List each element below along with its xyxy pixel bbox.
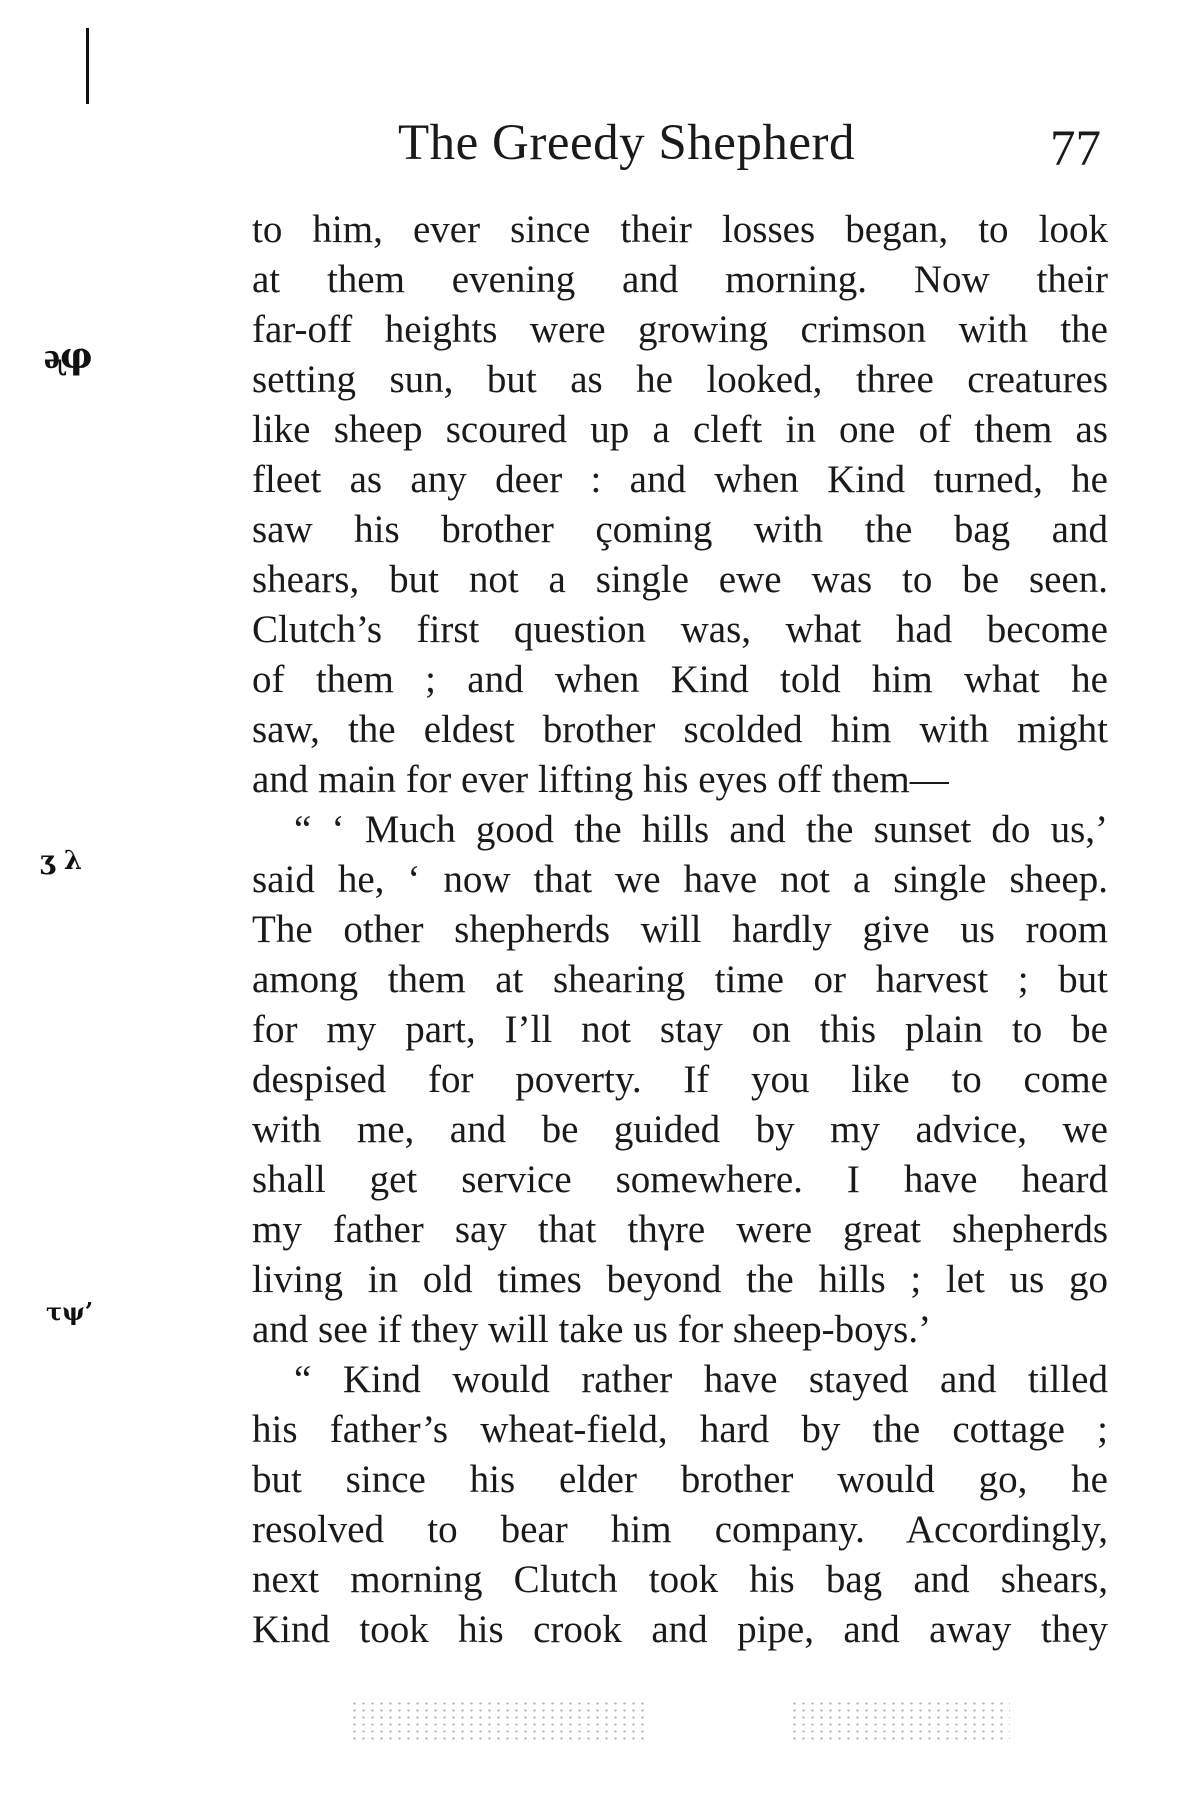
text-line: of them ; and when Kind told him what he (252, 658, 1108, 701)
text-line: at them evening and morning. Now their (252, 258, 1108, 301)
text-line: among them at shearing time or harvest ; but (252, 958, 1108, 1001)
text-line: his father’s wheat-field, hard by the cottage ; (252, 1408, 1108, 1451)
margin-mark: ʒ λ (40, 846, 83, 876)
text-line: but since his elder brother would go, he (252, 1458, 1108, 1501)
text-line: shears, but not a single ewe was to be seen. (252, 558, 1108, 601)
text-line: to him, ever since their losses began, to look (252, 208, 1108, 251)
text-line: setting sun, but as he looked, three creatures (252, 358, 1108, 401)
scan-artifact (350, 1700, 650, 1740)
scan-artifact (790, 1700, 1010, 1740)
body-text (252, 205, 1108, 1655)
text-line: and main for ever lifting his eyes off them— (252, 758, 949, 801)
running-title: The Greedy Shepherd (398, 115, 855, 171)
text-line: living in old times beyond the hills ; let us go (252, 1258, 1108, 1301)
page-number: 77 (1050, 121, 1101, 177)
margin-mark: ᶕφ (44, 335, 93, 377)
text-line: “ ‘ Much good the hills and the sunset do us,’ (294, 808, 1108, 851)
text-line: resolved to bear him company. Accordingly, (252, 1508, 1108, 1551)
text-line: saw his brother çoming with the bag and (252, 508, 1108, 551)
text-line: and see if they will take us for sheep-boys.’ (252, 1308, 932, 1351)
text-line: Kind took his crook and pipe, and away they (252, 1608, 1108, 1651)
text-line: The other shepherds will hardly give us room (252, 908, 1108, 951)
text-line: despised for poverty. If you like to come (252, 1058, 1108, 1101)
text-line: like sheep scoured up a cleft in one of them as (252, 408, 1108, 451)
text-line: shall get service somewhere. I have heard (252, 1158, 1108, 1201)
text-line: far-off heights were growing crimson with the (252, 308, 1108, 351)
text-line: Clutch’s first question was, what had become (252, 608, 1108, 651)
text-line: for my part, I’ll not stay on this plain to be (252, 1008, 1108, 1051)
text-line: fleet as any deer : and when Kind turned, he (252, 458, 1108, 501)
text-line: next morning Clutch took his bag and shears, (252, 1558, 1108, 1601)
margin-mark: τψ’ (46, 1297, 94, 1326)
text-line: saw, the eldest brother scolded him with might (252, 708, 1108, 751)
gutter-rule (86, 28, 89, 104)
text-line: said he, ‘ now that we have not a single sheep. (252, 858, 1108, 901)
text-line: with me, and be guided by my advice, we (252, 1108, 1108, 1151)
text-line: “ Kind would rather have stayed and tilled (294, 1358, 1108, 1401)
text-line: my father say that thγre were great shepherds (252, 1208, 1108, 1251)
